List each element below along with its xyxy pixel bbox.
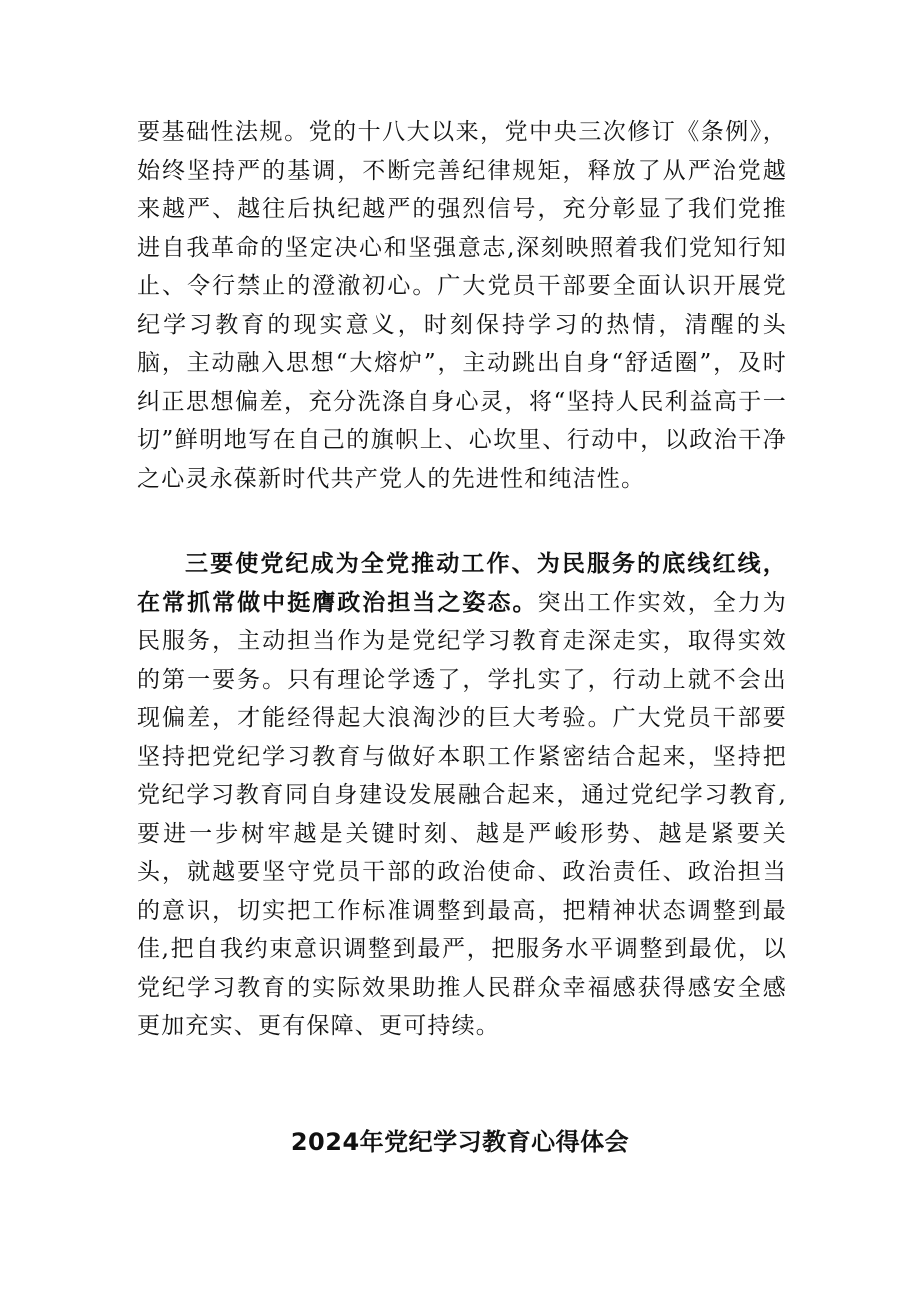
next-document-title: 2024年党纪学习教育心得体会 xyxy=(290,1128,630,1156)
paragraph-2-body: 突出工作实效，全力为民服务，主动担当作为是党纪学习教育走深走实，取得实效的第一要务。只有理论学透了，学扎实了，行动上就不会出现偏差，才能经得起大浪淘沙的巨大考验。广大党员干部要坚持把党纪学习教育与做好本职工作紧密结合起来，坚持把党纪学习教育同自身建设发展融合起来，通过党纪学习教育,要进一步树牢越是关键时刻、越是严峻形势、越是紧要关头，就越要坚守党员干部的政治使命、政治责任、政治担当的意识，切实把工作标准调整到最高，把精神状态调整到最佳,把自我约束意识调整到最严，把服务水平调整到最优，以党纪学习教育的实际效果助推人民群众幸福感获得感安全感更加充实、更有保障、更可持续。 xyxy=(137,589,788,1039)
paragraph-2-bold-lead: 三要使党纪成为全党推动工作、为民服务的底线红线，在常抓常做中挺膺政治担当之姿态。 xyxy=(137,550,787,616)
body-paragraph-1: 要基础性法规。党的十八大以来，党中央三次修订《条例》，始终坚持严的基调，不断完善纪律规矩，释放了从严治党越来越严、越往后执纪越严的强烈信号，充分彰显了我们党推进自我革命的坚定决心和坚强意志,深刻映照着我们党知行知止、令行禁止的澄澈初心。广大党员干部要全面认识开展党纪学习教育的现实意义，时刻保持学习的热情，清醒的头脑，主动融入思想“大熔炉”，主动跳出自身“舒适圈”，及时纠正思想偏差，充分洗涤自身心灵，将“坚持人民利益高于一切”鲜明地写在自己的旗帜上、心坎里、行动中，以政治干净之心灵永葆新时代共产党人的先进性和纯洁性。 xyxy=(137,119,787,492)
body-paragraph-2 xyxy=(137,545,787,1046)
